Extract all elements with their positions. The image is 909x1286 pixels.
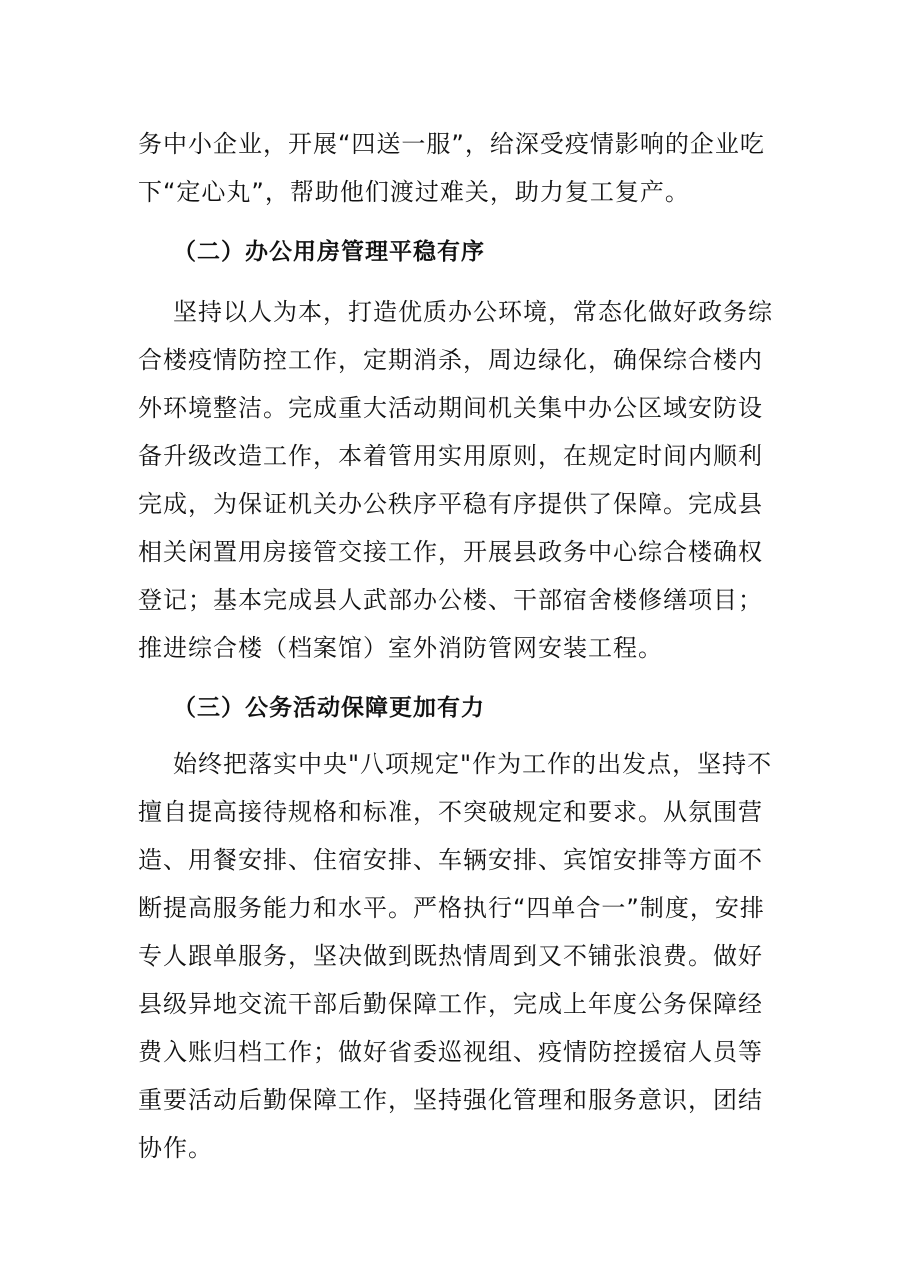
paragraph-line: 擅自提高接待规格和标准，不突破规定和要求。从氛围营: [138, 798, 763, 826]
paragraph-line: 合楼疫情防控工作，定期消杀，周边绿化，确保综合楼内: [138, 346, 763, 374]
paragraph-line: 县级异地交流干部后勤保障工作，完成上年度公务保障经: [138, 990, 763, 1018]
paragraph-line: 登记；基本完成县人武部办公楼、干部宿舍楼修缮项目；: [138, 586, 763, 614]
paragraph-line: 相关闲置用房接管交接工作，开展县政务中心综合楼确权: [138, 538, 763, 566]
paragraph-line: 始终把落实中央"八项规定"作为工作的出发点，坚持不: [173, 750, 773, 778]
paragraph-line: 协作。: [138, 1134, 213, 1162]
paragraph-line: 重要活动后勤保障工作，坚持强化管理和服务意识，团结: [138, 1086, 763, 1114]
paragraph-line: 费入账归档工作；做好省委巡视组、疫情防控援宿人员等: [138, 1038, 763, 1066]
paragraph-line: 推进综合楼（档案馆）室外消防管网安装工程。: [138, 634, 663, 662]
section-heading: （二）办公用房管理平稳有序: [173, 239, 485, 265]
paragraph-line: 备升级改造工作，本着管用实用原则，在规定时间内顺利: [138, 442, 763, 470]
section-heading: （三）公务活动保障更加有力: [173, 695, 485, 721]
paragraph-line: 完成，为保证机关办公秩序平稳有序提供了保障。完成县: [138, 490, 763, 518]
paragraph-line: 下“定心丸”，帮助他们渡过难关，助力复工复产。: [138, 178, 690, 206]
paragraph-line: 务中小企业，开展“四送一服”，给深受疫情影响的企业吃: [138, 130, 765, 158]
paragraph-line: 断提高服务能力和水平。严格执行“四单合一”制度，安排: [138, 894, 765, 922]
paragraph-line: 坚持以人为本，打造优质办公环境，常态化做好政务综: [173, 298, 773, 326]
paragraph-line: 造、用餐安排、住宿安排、车辆安排、宾馆安排等方面不: [138, 846, 763, 874]
paragraph-line: 专人跟单服务，坚决做到既热情周到又不铺张浪费。做好: [138, 942, 763, 970]
paragraph-line: 外环境整洁。完成重大活动期间机关集中办公区域安防设: [138, 394, 763, 422]
